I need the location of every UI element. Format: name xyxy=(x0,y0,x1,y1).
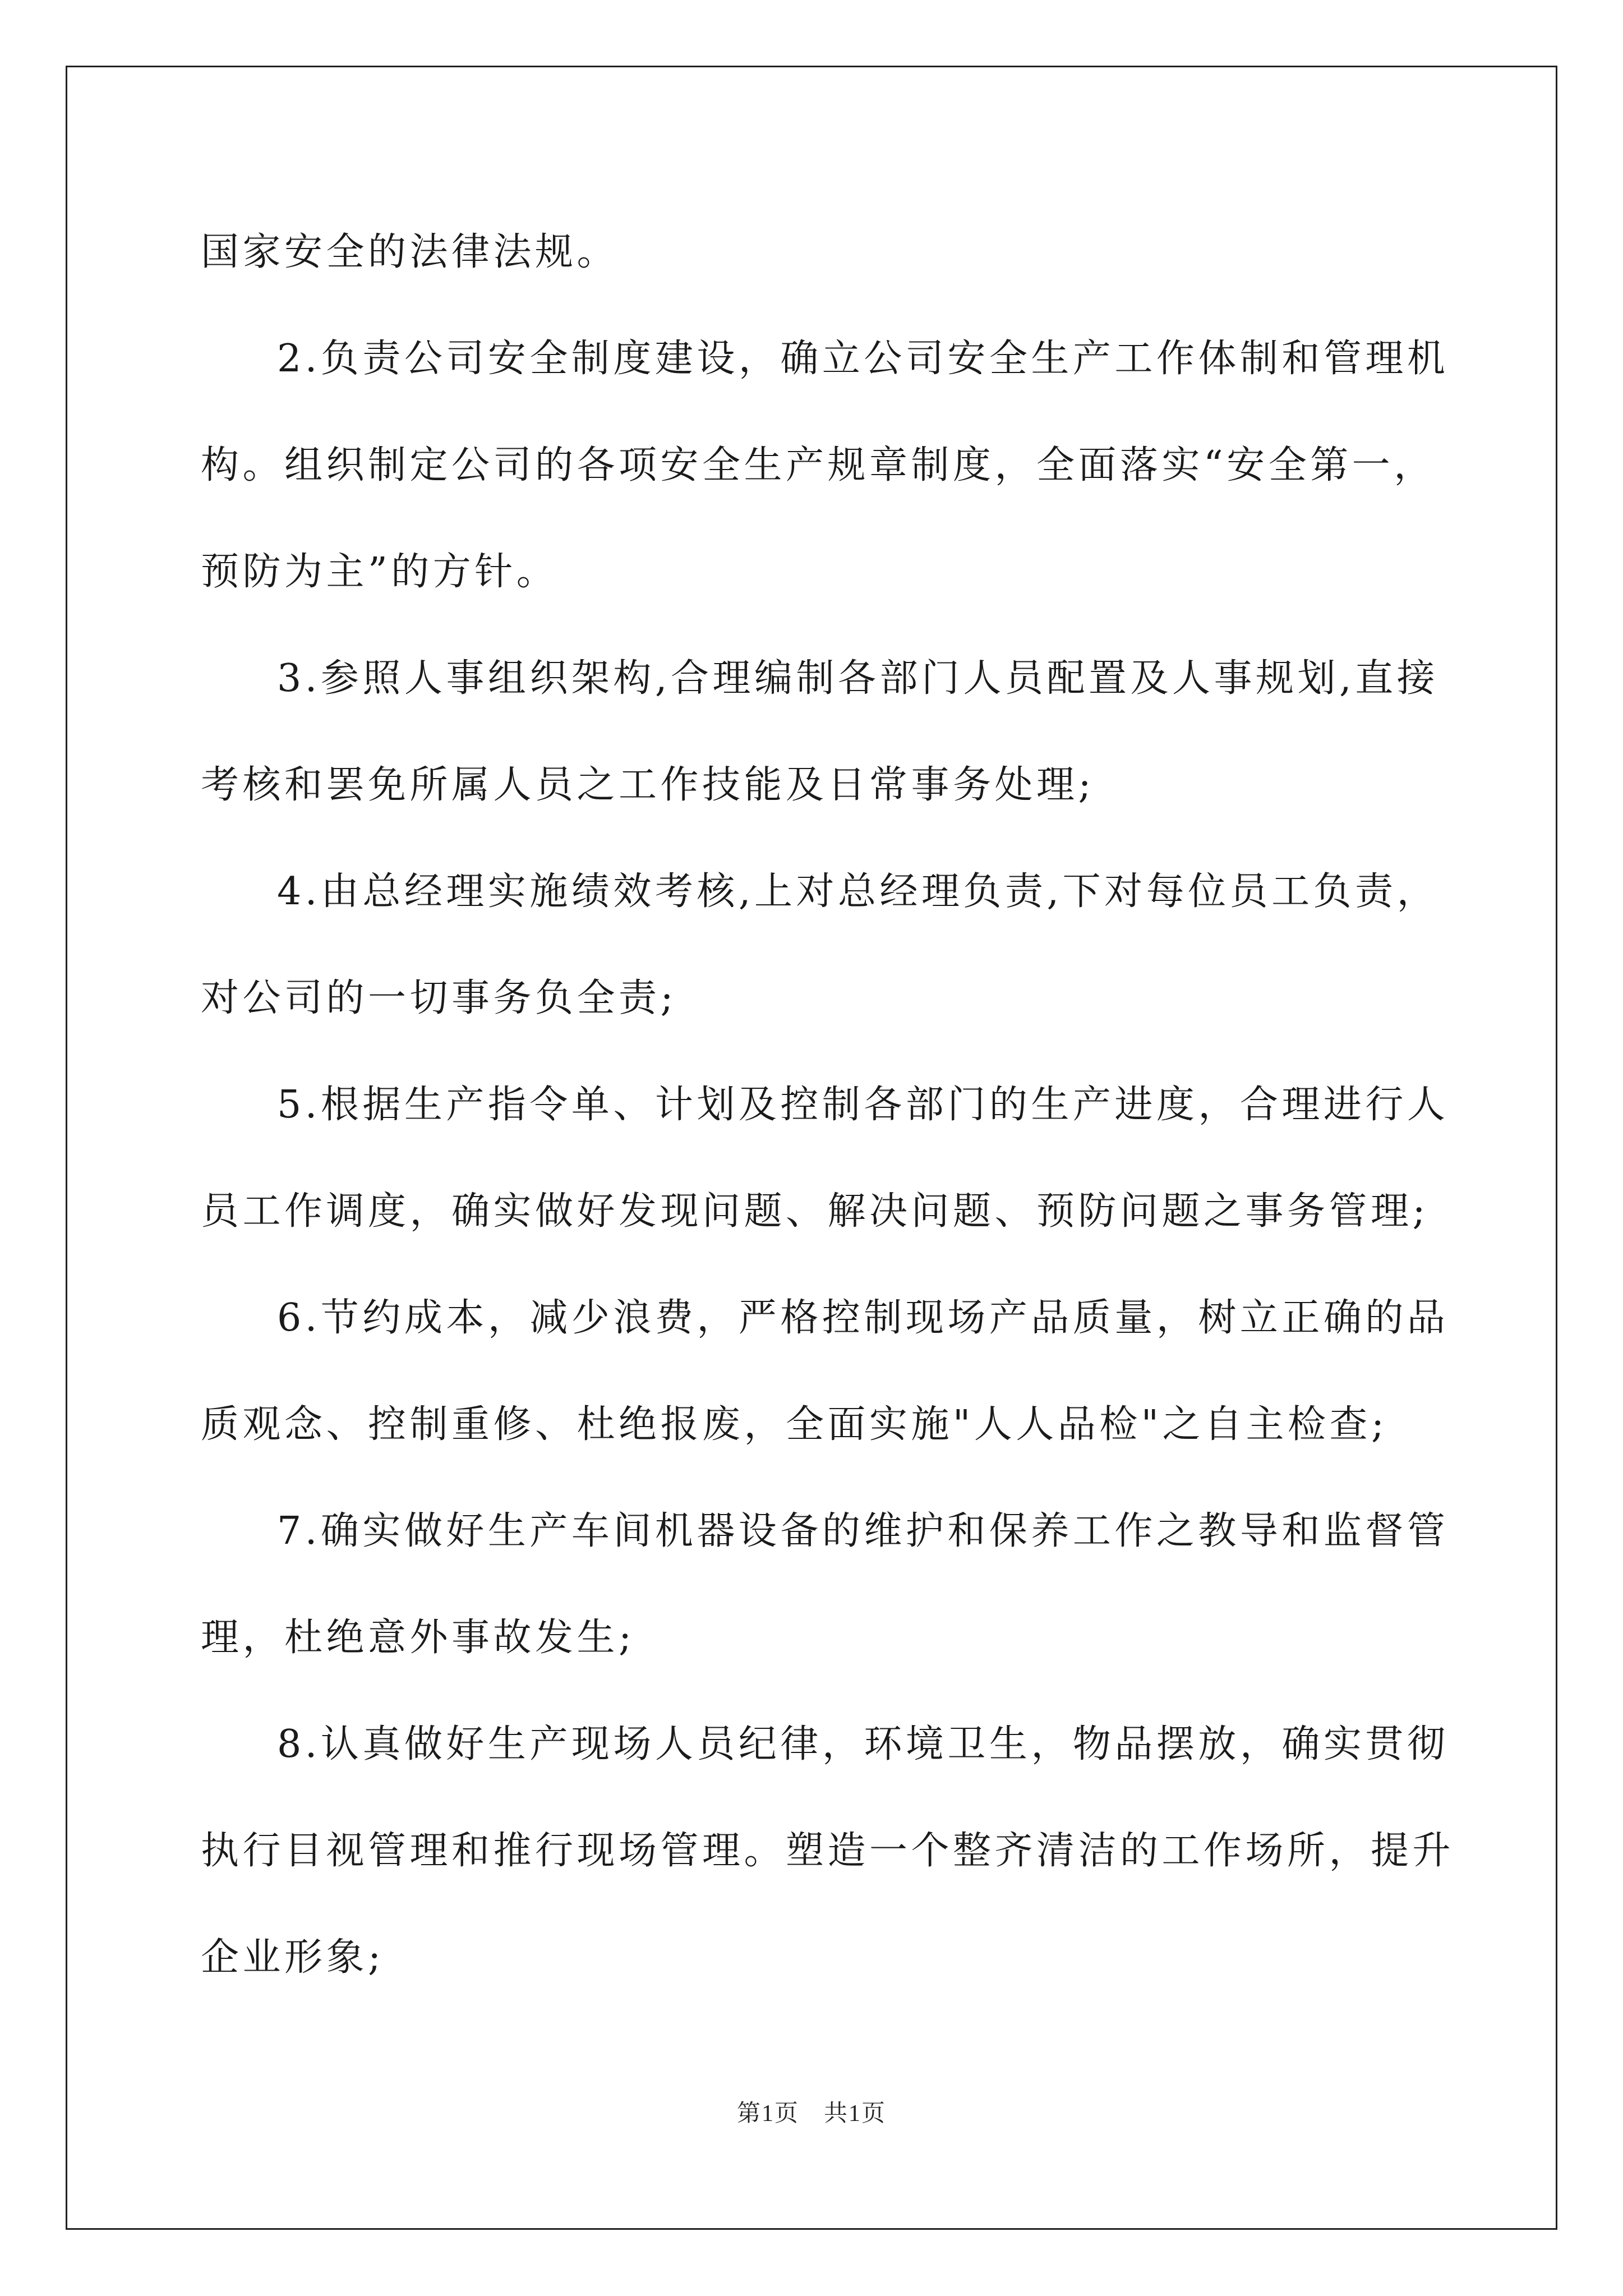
text-line: 质观念、控制重修、杜绝报废，全面实施"人人品检"之自主检查; xyxy=(201,1402,1388,1447)
text-line: 员工作调度，确实做好发现问题、解决问题、预防问题之事务管理; xyxy=(201,1189,1429,1234)
text-line: 考核和罢免所属人员之工作技能及日常事务处理; xyxy=(201,763,1095,807)
text-line: 构。组织制定公司的各项安全生产规章制度，全面落实“安全第一， xyxy=(201,443,1436,487)
text-line: 8.认真做好生产现场人员纪律，环境卫生，物品摆放，确实贯彻 xyxy=(277,1722,1449,1766)
text-line: 2.负责公司安全制度建设，确立公司安全生产工作体制和管理机 xyxy=(277,337,1449,381)
text-line: 企业形象; xyxy=(201,1935,385,1980)
text-line: 7.确实做好生产车间机器设备的维护和保养工作之教导和监督管 xyxy=(277,1509,1449,1553)
text-line: 6.节约成本，减少浪费，严格控制现场产品质量，树立正确的品 xyxy=(277,1296,1449,1340)
text-line: 理，杜绝意外事故发生; xyxy=(201,1616,635,1660)
text-line: 执行目视管理和推行现场管理。塑造一个整齐清洁的工作场所，提升 xyxy=(201,1829,1455,1873)
page-number-footer: 第1页 共1页 xyxy=(736,2101,886,2127)
text-line: 预防为主”的方针。 xyxy=(201,550,559,594)
text-line: 国家安全的法律法规。 xyxy=(201,230,619,274)
text-line: 3.参照人事组织架构,合理编制各部门人员配置及人事规划,直接 xyxy=(277,656,1439,701)
text-line: 4.由总经理实施绩效考核,上对总经理负责,下对每位员工负责， xyxy=(277,869,1439,914)
text-line: 5.根据生产指令单、计划及控制各部门的生产进度，合理进行人 xyxy=(277,1083,1449,1127)
text-line: 对公司的一切事务负全责; xyxy=(201,976,677,1020)
